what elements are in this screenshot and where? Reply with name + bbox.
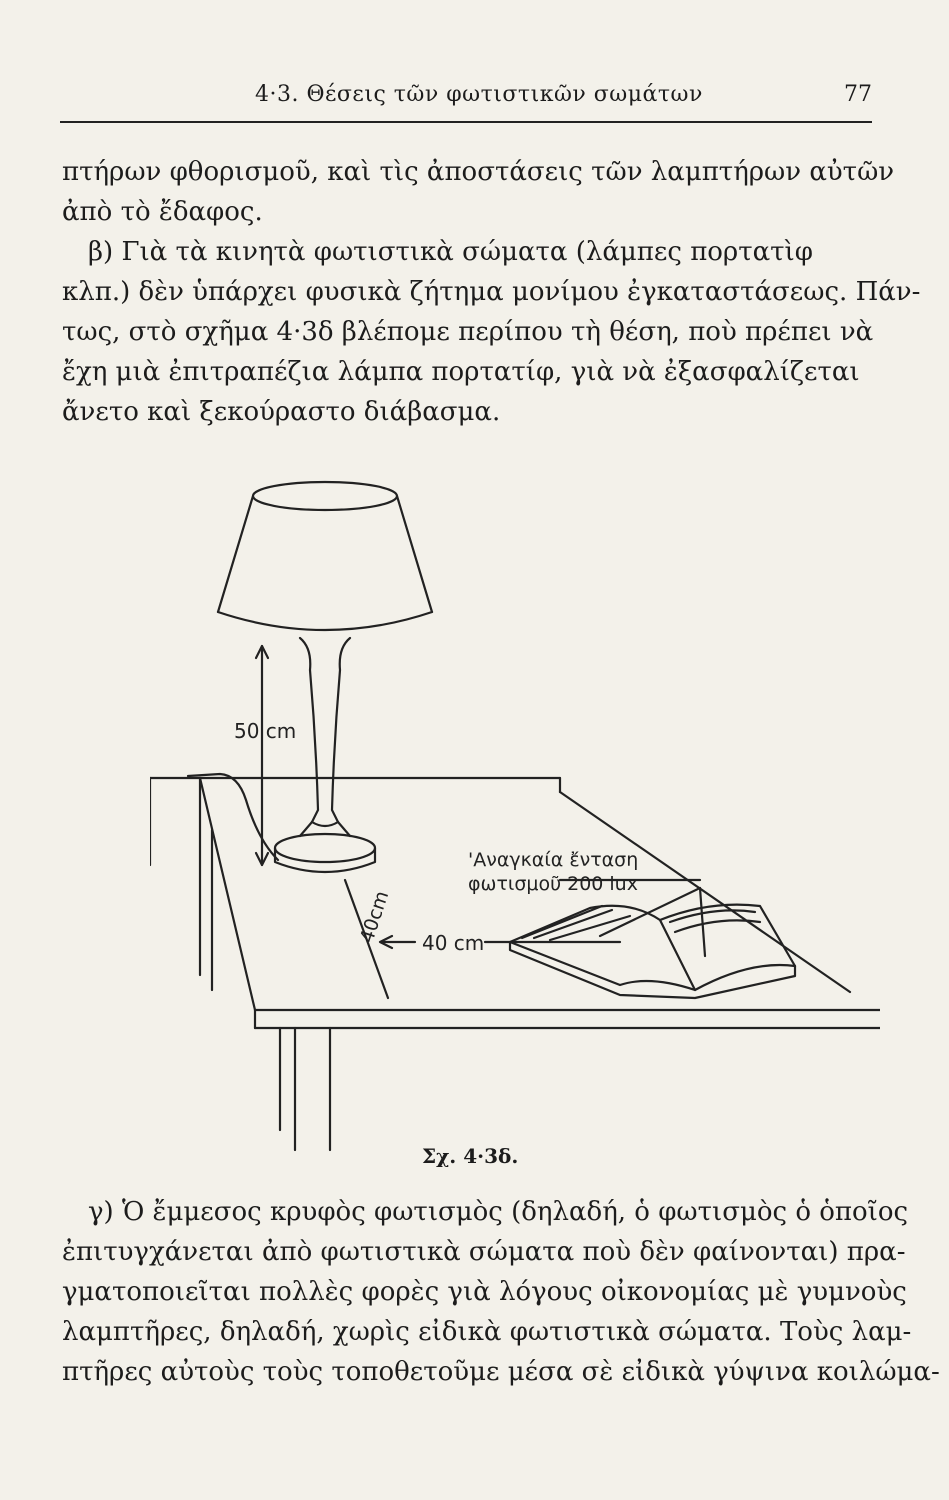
header-rule	[60, 121, 872, 123]
running-header	[60, 82, 872, 122]
distance-label: 40 cm	[422, 931, 485, 955]
text-line: πτήρων φθορισμοῦ, καὶ τὶς ἀποστάσεις τῶν λαμπτήρων αὐτῶν	[62, 157, 895, 187]
paragraph-1	[62, 152, 895, 232]
text-line: γματοποιεῖται πολλὲς φορὲς γιὰ λόγους οἰκονομίας μὲ γυμνοὺς	[62, 1277, 907, 1307]
lux-label-line2: φωτισμοῦ 200 lux	[468, 873, 638, 895]
text-line: γ) Ὁ ἔμμεσος κρυφὸς φωτισμὸς (δηλαδή, ὁ φωτισμὸς ὁ ὁποῖος	[88, 1197, 909, 1227]
depth-label: 40cm	[355, 888, 394, 946]
section-title: 4·3. Θέσεις τῶν φωτιστικῶν σωμάτων	[255, 82, 703, 107]
text-line: ἔχη μιὰ ἐπιτραπέζια λάμπα πορτατίφ, γιὰ νὰ ἐξασφαλίζεται	[62, 357, 860, 387]
lux-label-line1: 'Αναγκαία ἔνταση	[468, 849, 639, 871]
text-line: ἀπὸ τὸ ἔδαφος.	[62, 197, 263, 227]
lamp-shade	[218, 482, 432, 630]
page-number: 77	[844, 82, 872, 107]
text-line: ἐπιτυγχάνεται ἀπὸ φωτιστικὰ σώματα ποὺ δὲν φαίνονται) πρα-	[62, 1237, 906, 1267]
text-line: τως, στὸ σχῆμα 4·3δ βλέπομε περίπου τὴ θέση, ποὺ πρέπει νὰ	[62, 317, 874, 347]
text-line: β) Γιὰ τὰ κινητὰ φωτιστικὰ σώματα (λάμπες πορτατὶφ	[88, 237, 813, 267]
paragraph-3	[62, 1192, 940, 1392]
height-label: 50 cm	[234, 719, 297, 743]
text-line: λαμπτῆρες, δηλαδή, χωρὶς εἰδικὰ φωτιστικὰ σώματα. Τοὺς λαμ-	[62, 1317, 912, 1347]
open-book	[510, 905, 795, 998]
figure-caption: Σχ. 4·3δ.	[422, 1144, 519, 1168]
lamp-figure	[150, 470, 880, 1160]
text-line: κλπ.) δὲν ὑπάρχει φυσικὰ ζήτημα μονίμου ἐγκαταστάσεως. Πάν-	[62, 277, 921, 307]
distance-dimension	[380, 936, 620, 948]
paragraph-2	[62, 232, 921, 432]
text-line: ἄνετο καὶ ξεκούραστο διάβασμα.	[62, 397, 501, 427]
lamp-stem	[300, 638, 350, 826]
text-line: πτῆρες αὐτοὺς τοὺς τοποθετοῦμε μέσα σὲ εἰδικὰ γύψινα κοιλώμα-	[62, 1357, 940, 1387]
lamp-base	[275, 822, 375, 872]
